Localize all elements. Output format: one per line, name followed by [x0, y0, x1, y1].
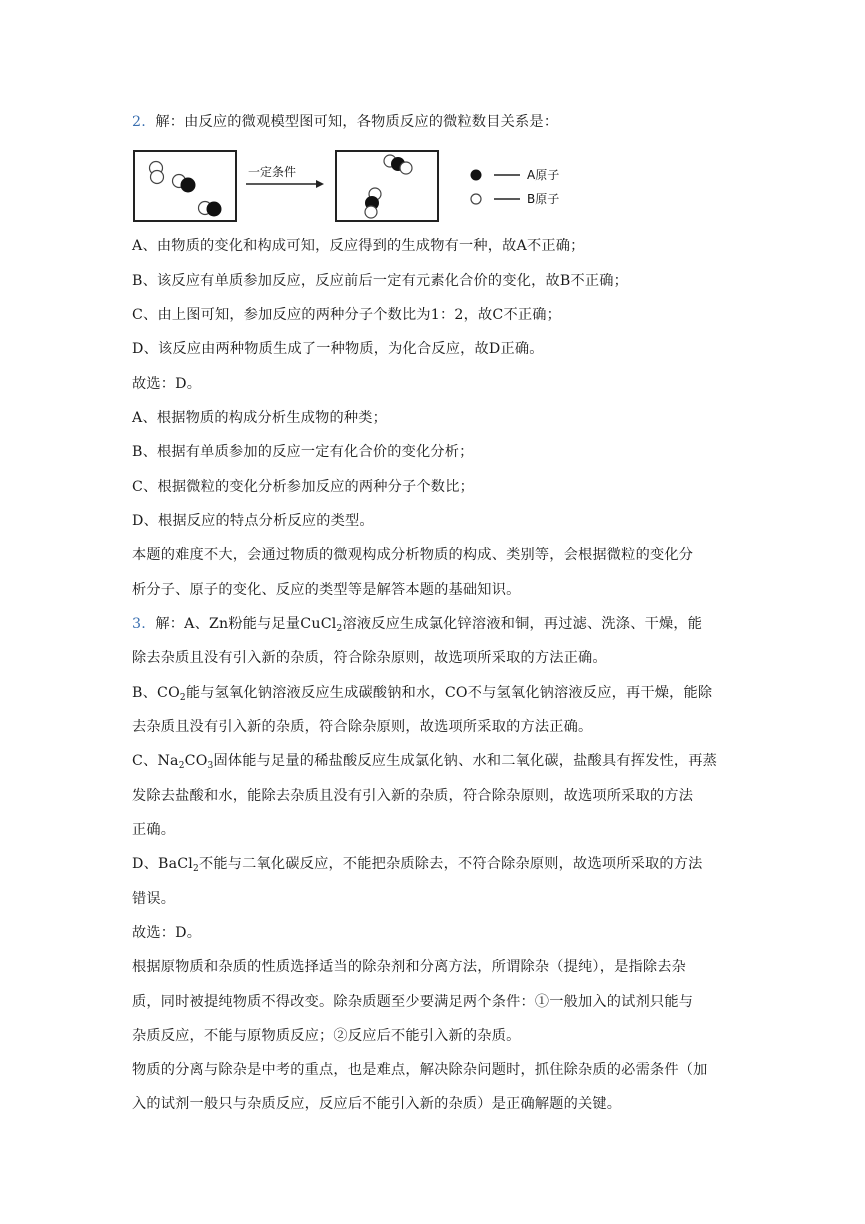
q2-line-c: C、由上图可知，参加反应的两种分子个数比为1：2，故C不正确；: [132, 307, 562, 323]
q2-comment-2: 析分子、原子的变化、反应的类型等是解答本题的基础知识。: [132, 582, 521, 598]
q3-number: 3.: [132, 616, 146, 632]
q2-line-d: D、该反应由两种物质生成了一种物质，为化合反应，故D正确。: [132, 341, 544, 357]
reaction-arrow-head: [316, 180, 324, 188]
q3-comment-1: 物质的分离与除杂是中考的重点，也是难点，解决除杂问题时，抓住除杂质的必需条件（加: [132, 1062, 708, 1078]
b-atom: [151, 171, 164, 184]
q2-comment-1: 本题的难度不大，会通过物质的微观构成分析物质的构成、类别等，会根据微粒的变化分: [132, 547, 694, 563]
q2-analysis-c: C、根据微粒的变化分析参加反应的两种分子个数比；: [132, 479, 474, 495]
q2-analysis-d: D、根据反应的特点分析反应的类型。: [132, 513, 374, 529]
q2-line-a: A、由物质的变化和构成可知，反应得到的生成物有一种，故A不正确；: [132, 238, 585, 254]
q3-line-b2: 去杂质且没有引入新的杂质，符合除杂原则，故选项所采取的方法正确。: [132, 719, 593, 735]
q3-line-c1: C、$Na_2CO_3$固体能与足量的稀盐酸反应生成氯化钠、水和二氧化碳，盐酸具有挥发性，再蒸: [132, 753, 718, 771]
q3-line-a2: 除去杂质且没有引入新的杂质，符合除杂原则，故选项所采取的方法正确。: [132, 650, 607, 666]
legend-a-label: A原子: [527, 168, 560, 182]
q3-line-d2: 错误。: [132, 891, 176, 907]
q3-analysis-1: 根据原物质和杂质的性质选择适当的除杂剂和分离方法，所谓除杂（提纯），是指除去杂: [132, 959, 687, 975]
q3-analysis-3: 杂质反应，不能与原物质反应；②反应后不能引入新的杂质。: [132, 1028, 521, 1044]
a-atom: [207, 202, 222, 217]
q3-answer: 故选：D。: [132, 925, 202, 941]
legend-b-atom: [471, 194, 481, 204]
q2-analysis-b: B、根据有单质参加的反应一定有化合价的变化分析；: [132, 444, 474, 460]
q3-comment-2: 入的试剂一般只与杂质反应，反应后不能引入新的杂质）是正确解题的关键。: [132, 1096, 622, 1112]
q2-number: 2.: [132, 114, 146, 130]
q3-line-c2: 发除去盐酸和水，能除去杂质且没有引入新的杂质，符合除杂原则，故选项所采取的方法: [132, 788, 694, 804]
arrow-label: 一定条件: [248, 165, 297, 179]
q3-analysis-2: 质，同时被提纯物质不得改变。除杂质题至少要满足两个条件：①一般加入的试剂只能与: [132, 994, 694, 1010]
q2-analysis-a: A、根据物质的构成分析生成物的种类；: [132, 410, 388, 426]
reaction-micro-model-figure: [132, 148, 582, 224]
q2-line-b: B、该反应有单质参加反应，反应前后一定有元素化合价的变化，故B不正确；: [132, 273, 629, 289]
q2-answer: 故选：D。: [132, 376, 202, 392]
legend-b-label: B原子: [527, 192, 560, 206]
q3-line-d1: D、BaCl$_2$不能与二氧化碳反应，不能把杂质除去，不符合除杂原则，故选项所采取的方法: [132, 856, 703, 874]
q3-line-b1: B、$CO_2$能与氢氧化钠溶液反应生成碳酸钠和水，CO不与氢氧化钠溶液反应，再干燥，能除: [132, 685, 713, 703]
q2-intro-line: [132, 112, 742, 132]
q2-intro: 解：由反应的微观模型图可知，各物质反应的微粒数目关系是：: [155, 114, 559, 130]
q3-line-c3: 正确。: [132, 822, 176, 838]
legend-a-atom: [471, 170, 482, 181]
a-atom: [181, 178, 196, 193]
q3-line-a1: 3. 解：A、Zn粉能与足量CuCl$_2$溶液反应生成氯化锌溶液和铜，再过滤、洗涤、干燥，能: [132, 616, 703, 634]
b-atom: [365, 206, 377, 218]
b-atom: [400, 162, 412, 174]
